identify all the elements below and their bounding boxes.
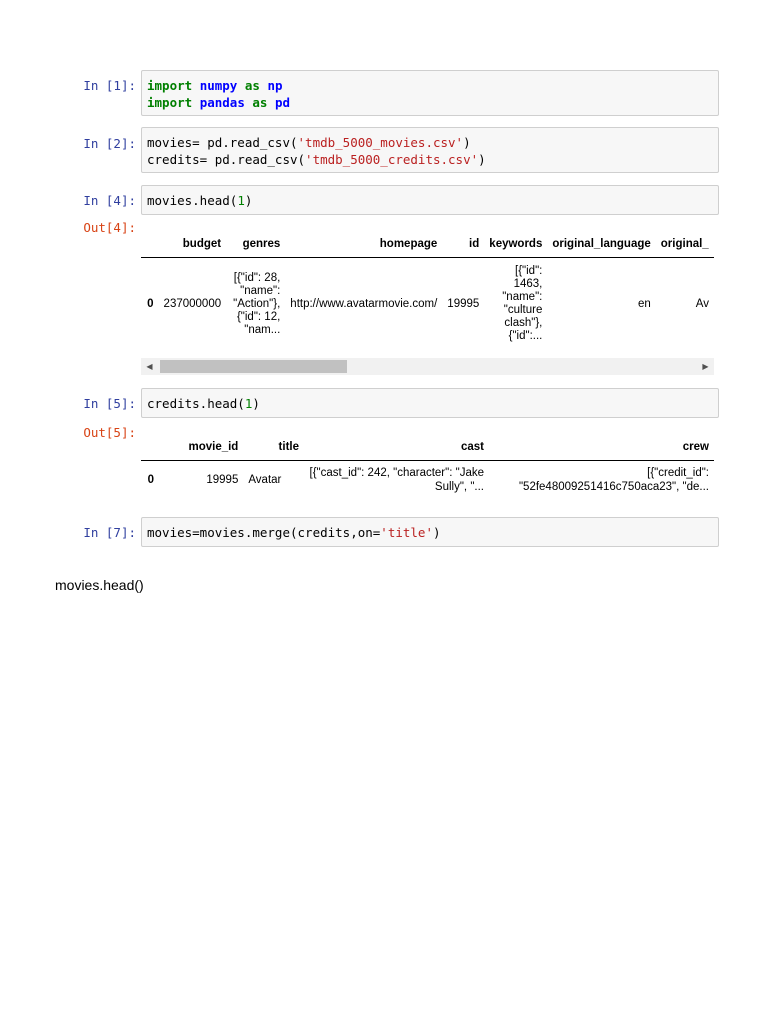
trailing-text: movies.head() [55, 577, 144, 593]
out-4-cell-homepage: http://www.avatarmovie.com/ [290, 298, 438, 311]
code-line [147, 151, 713, 168]
out-4-cell-original-language: en [637, 298, 651, 311]
out-4-prompt: Out[4]: [83, 220, 136, 235]
code-token [192, 95, 200, 110]
out-4-dataframe [141, 231, 714, 351]
code-token: as [244, 78, 260, 93]
code-token: numpy [199, 78, 238, 93]
out-5-table [141, 435, 714, 500]
code-token: 1 [244, 396, 253, 411]
code-token: ) [478, 152, 486, 167]
cell-1-code[interactable] [141, 70, 719, 116]
code-line [147, 77, 713, 94]
out-5-dataframe [141, 435, 714, 500]
scroll-thumb[interactable] [160, 360, 347, 373]
out-4-header-row [141, 231, 714, 257]
code-line [147, 395, 713, 412]
out-4-cell-budget: 237000000 [163, 298, 222, 311]
out-4-cell-genres: [{"id": 28, "name": "Action"}, {"id": 12, "nam... [233, 271, 281, 336]
out-4-table [141, 231, 714, 351]
out-4-cell-keywords: [{"id": 1463, "name": "culture clash"}, {"id":... [502, 265, 543, 343]
code-token [267, 95, 275, 110]
code-token: credits.head( [147, 396, 245, 411]
out-5-row-index: 0 [147, 474, 154, 487]
code-token: movies.head( [147, 193, 238, 208]
out-4-header-budget: budget [182, 237, 222, 250]
out-5-header-crew: crew [682, 441, 709, 454]
out-4-cell-id: 19995 [447, 298, 480, 311]
code-token: 1 [237, 193, 245, 208]
code-token: ) [244, 193, 253, 208]
code-token: pandas [199, 95, 245, 110]
cell-2-prompt: In [2]: [83, 136, 136, 151]
code-token: np [267, 78, 283, 93]
out-5-header-cast: cast [460, 441, 484, 454]
code-token: pd [274, 95, 291, 110]
out-4-header-keywords: keywords [489, 237, 543, 250]
code-token: ) [432, 525, 441, 540]
cell-2-code[interactable] [141, 127, 719, 173]
out-5-cell-movie-id: 19995 [206, 474, 239, 487]
out-4-cell-original-title: Av [695, 298, 709, 311]
table-row [141, 257, 714, 351]
out-5-header-movie-id: movie_id [188, 441, 239, 454]
out-4-header-original-title: original_ [660, 237, 709, 250]
code-token: 'tmdb_5000_credits.csv' [305, 152, 479, 167]
code-token: movies=movies.merge(credits,on= [147, 525, 381, 540]
out-4-header-genres: genres [242, 237, 281, 250]
code-line [147, 94, 713, 111]
code-token: import [147, 78, 193, 93]
out-5-prompt: Out[5]: [83, 425, 136, 440]
out-5-cell-cast: [{"cast_id": 242, "character": "Jake Sully", "... [309, 467, 484, 494]
out-5-header-row [141, 435, 714, 460]
out-4-header-original-language: original_language [552, 237, 651, 250]
out-5-cell-title: Avatar [248, 474, 282, 487]
out-5-header-index [141, 435, 159, 460]
out-4-header-index [141, 231, 159, 257]
code-token: ) [463, 135, 471, 150]
code-token: credits= pd.read_csv( [147, 152, 306, 167]
out-4-horizontal-scrollbar[interactable] [141, 358, 714, 375]
code-token: as [252, 95, 268, 110]
cell-7-prompt: In [7]: [83, 525, 136, 540]
cell-1-prompt: In [1]: [83, 78, 136, 93]
out-4-row-index: 0 [147, 298, 154, 311]
table-row [141, 460, 714, 500]
code-line [147, 192, 713, 209]
code-token [237, 78, 245, 93]
code-token: import [147, 95, 193, 110]
code-line [147, 134, 713, 151]
cell-4-code[interactable] [141, 185, 719, 215]
cell-5-code[interactable] [141, 388, 719, 418]
out-5-cell-crew: [{"credit_id": "52fe48009251416c750aca23", "de... [518, 467, 709, 494]
out-4-header-homepage: homepage [379, 237, 438, 250]
code-token [192, 78, 200, 93]
cell-4-prompt: In [4]: [83, 193, 136, 208]
cell-7-code[interactable] [141, 517, 719, 547]
triangle-right-icon[interactable]: ▶ [702, 362, 709, 371]
code-line [147, 524, 713, 541]
triangle-left-icon[interactable]: ◀ [146, 362, 153, 371]
out-4-header-id: id [469, 237, 480, 250]
code-token: ) [252, 396, 260, 411]
cell-5-prompt: In [5]: [83, 396, 136, 411]
code-token: 'tmdb_5000_movies.csv' [297, 135, 464, 150]
out-5-header-title: title [278, 441, 299, 454]
code-token: movies= pd.read_csv( [147, 135, 298, 150]
code-token: 'title' [380, 525, 433, 540]
